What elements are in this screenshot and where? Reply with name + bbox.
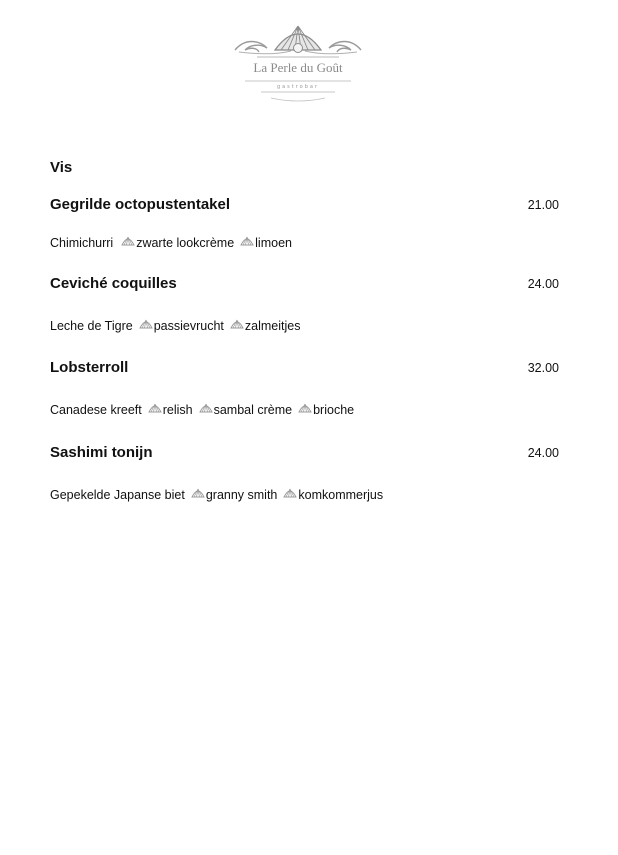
dish-ingredients: [50, 403, 354, 417]
dish-price: 32.00: [527, 361, 559, 375]
dish-name: Lobsterroll: [50, 359, 129, 376]
dish-ingredients: [50, 236, 292, 250]
ingredient: Leche de Tigre: [50, 319, 133, 333]
ingredient: Gepekelde Japanse biet: [50, 488, 185, 502]
shell-icon: [191, 488, 205, 498]
ingredient: Canadese kreeft: [50, 403, 142, 417]
dish-price: 21.00: [527, 198, 559, 212]
restaurant-logo: [231, 20, 365, 102]
dish-name: Gegrilde octopustentakel: [50, 196, 231, 213]
shell-icon: [121, 236, 135, 246]
dish-name: Sashimi tonijn: [50, 444, 153, 461]
dish-ingredients: [50, 319, 300, 333]
ingredient: passievrucht: [153, 319, 224, 333]
shell-icon: [283, 488, 297, 498]
logo-subtitle: gastrobar: [276, 84, 320, 90]
section-title: Vis: [50, 159, 73, 176]
ingredient: Chimichurri: [50, 236, 114, 250]
shell-icon: [240, 236, 254, 246]
ingredient: limoen: [255, 236, 292, 250]
ingredient: komkommerjus: [298, 488, 384, 502]
ingredient: zalmeitjes: [244, 319, 301, 333]
shell-icon: [298, 403, 312, 413]
shell-icon: [148, 403, 162, 413]
ingredient: relish: [162, 403, 193, 417]
dish-price: 24.00: [527, 446, 559, 460]
ingredient: sambal crème: [213, 403, 293, 417]
dish-name: Ceviché coquilles: [50, 275, 177, 292]
logo-name: La Perle du Goût: [253, 60, 343, 75]
ingredient: brioche: [313, 403, 355, 417]
ingredient: granny smith: [205, 488, 278, 502]
dish-ingredients: [50, 488, 383, 502]
shell-icon: [230, 319, 244, 329]
shell-icon: [199, 403, 213, 413]
ingredient: zwarte lookcrème: [136, 236, 235, 250]
dish-price: 24.00: [527, 277, 559, 291]
shell-icon: [139, 319, 153, 329]
